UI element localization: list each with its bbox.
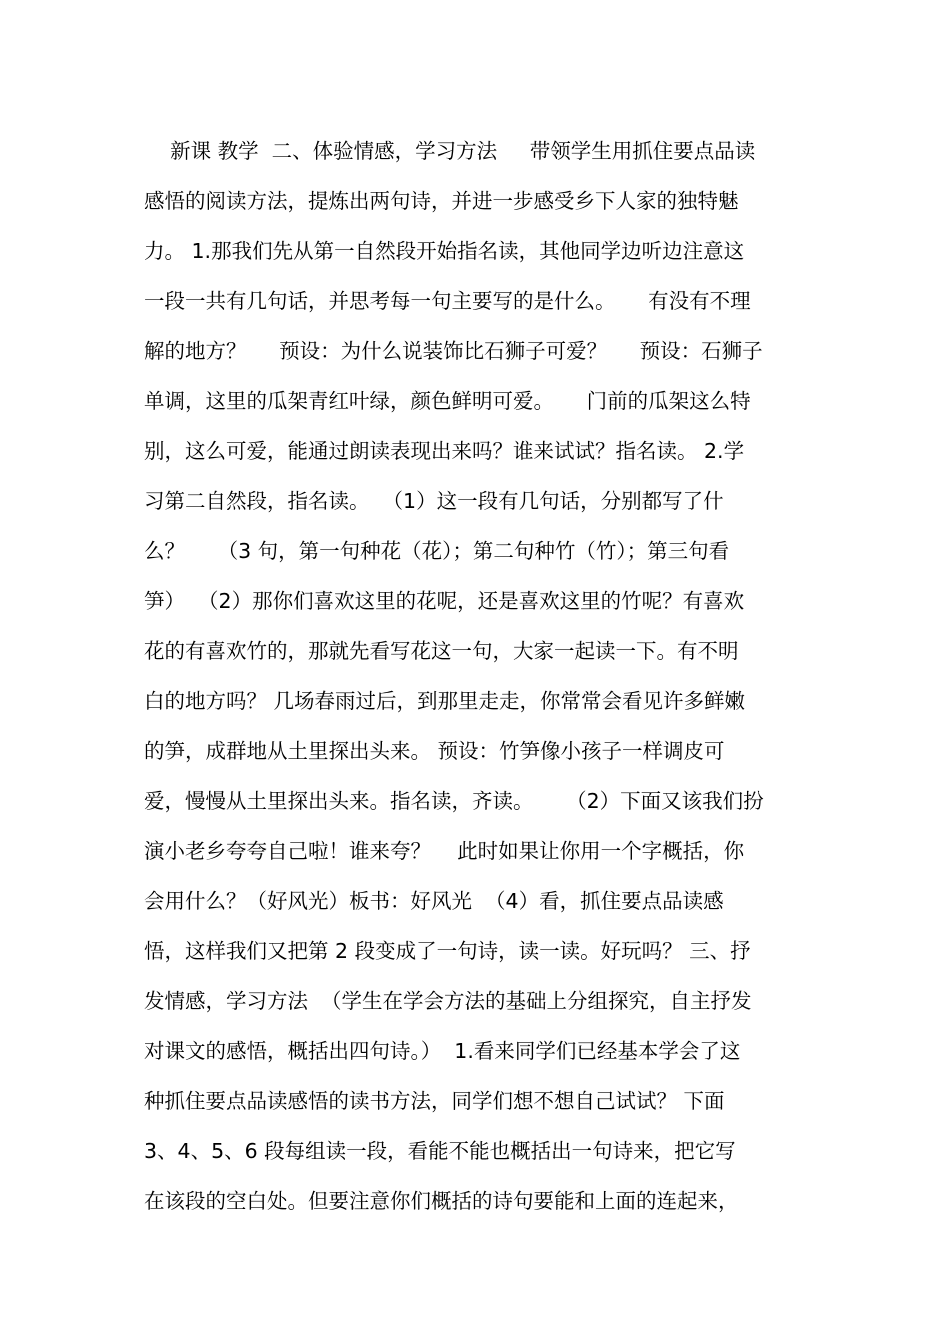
text-line: 爱，慢慢从土里探出头来。指名读，齐读。 （2）下面又该我们扮: [144, 789, 764, 813]
text-line: 力。 1.那我们先从第一自然段开始指名读，其他同学边听边注意这: [144, 239, 745, 263]
text-line: 在该段的空白处。但要注意你们概括的诗句要能和上面的连起来，: [144, 1189, 739, 1213]
text-line: 花的有喜欢竹的，那就先看写花这一句，大家一起读一下。有不明: [144, 639, 739, 663]
text-line: 发情感，学习方法 （学生在学会方法的基础上分组探究，自主抒发: [144, 989, 752, 1013]
text-line: 会用什么？（好风光）板书：好风光 （4）看，抓住要点品读感: [144, 889, 724, 913]
text-line: 感悟的阅读方法，提炼出两句诗，并进一步感受乡下人家的独特魅: [144, 189, 739, 213]
text-line: 么？ （3 句，第一句种花（花）；第二句种竹（竹）；第三句看: [144, 539, 730, 563]
body-text: [144, 126, 812, 1226]
text-line: 单调，这里的瓜架青红叶绿，颜色鲜明可爱。 门前的瓜架这么特: [144, 389, 751, 413]
text-line: 习第二自然段，指名读。 （1）这一段有几句话，分别都写了什: [144, 489, 724, 513]
text-line: 白的地方吗？ 几场春雨过后，到那里走走，你常常会看见许多鲜嫩: [144, 689, 746, 713]
text-line: 对课文的感悟，概括出四句诗。） 1.看来同学们已经基本学会了这: [144, 1039, 741, 1063]
text-line: 笋） （2）那你们喜欢这里的花呢，还是喜欢这里的竹呢？有喜欢: [144, 589, 745, 613]
text-line: 悟，这样我们又把第 2 段变成了一句诗，读一读。好玩吗？ 三、抒: [144, 939, 751, 963]
text-line: 的笋，成群地从土里探出头来。 预设：竹笋像小孩子一样调皮可: [144, 739, 725, 763]
text-line: 新课 教学 二、体验情感，学习方法 带领学生用抓住要点品读: [144, 139, 756, 163]
text-line: 一段一共有几句话，并思考每一句主要写的是什么。 有没有不理: [144, 289, 751, 313]
text-line: 解的地方？ 预设：为什么说装饰比石狮子可爱？ 预设：石狮子: [144, 339, 763, 363]
text-line: 别，这么可爱，能通过朗读表现出来吗？谁来试试？指名读。 2.学: [144, 439, 745, 463]
text-line: 演小老乡夸夸自己啦！谁来夸？ 此时如果让你用一个字概括，你: [144, 839, 745, 863]
text-line: 种抓住要点品读感悟的读书方法，同学们想不想自己试试？ 下面: [144, 1089, 725, 1113]
text-line: 3、4、5、6 段每组读一段，看能不能也概括出一句诗来，把它写: [144, 1139, 736, 1163]
